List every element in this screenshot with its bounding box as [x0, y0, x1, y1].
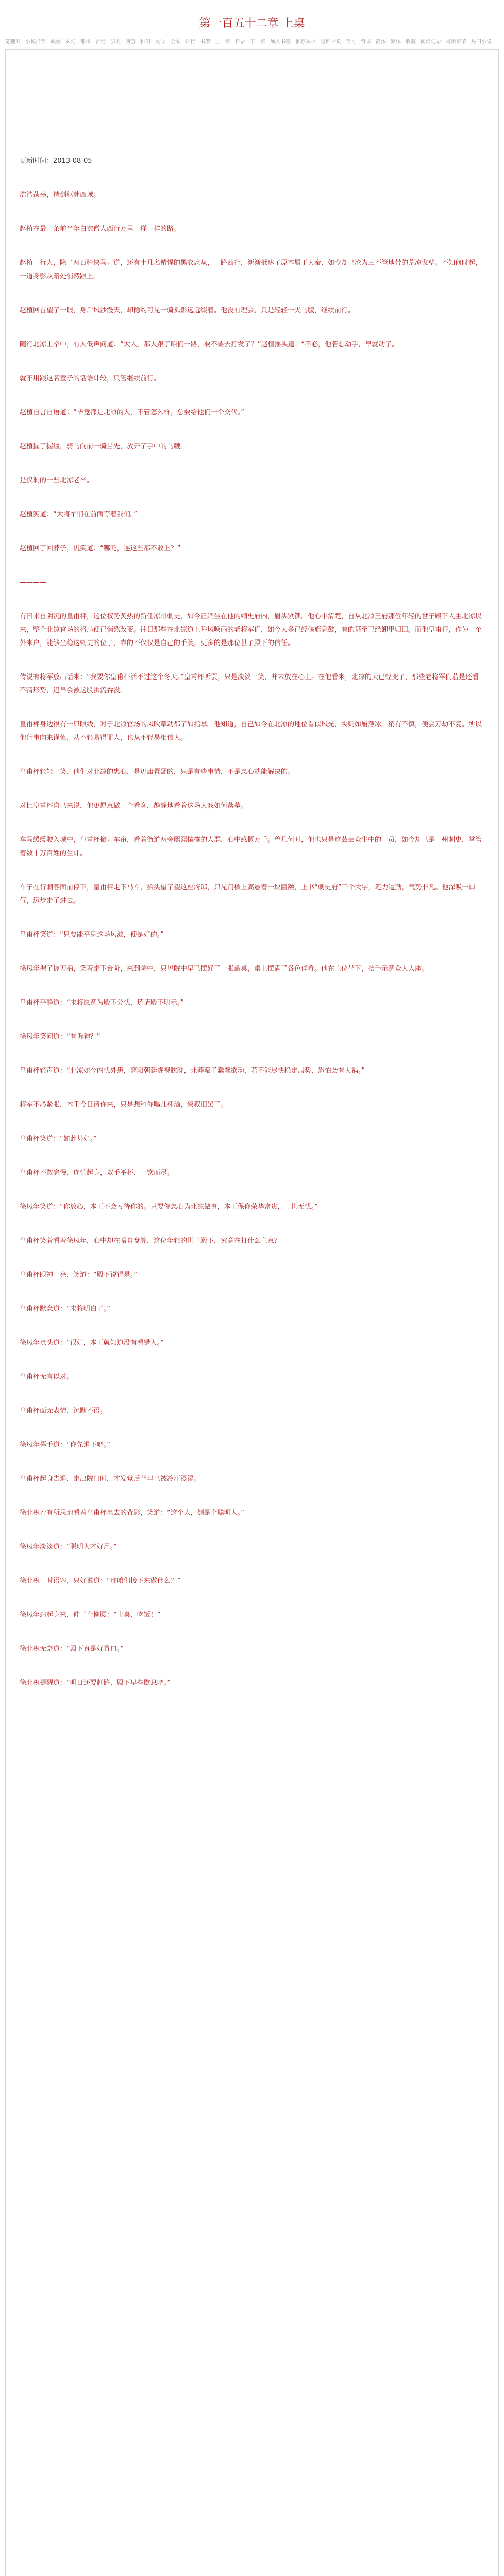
nav-item[interactable]: 都市 — [80, 39, 91, 45]
paragraph: 赵植一行人，除了两百骑快马开道，还有十几名精悍的黑衣扈从，一路西行，渐渐抵达了原本属于大秦、如今却已沦为三不管地带的荒凉戈壁。不知何时起，一道身影从暗处悄然跟上。 — [20, 259, 482, 280]
paragraph: 是仅剩的一些北凉老卒。 — [20, 477, 94, 484]
nav-item[interactable]: 全本 — [170, 39, 180, 45]
paragraph: 车子在行刺客面前停下，皇甫枰走下马车，抬头望了望这座府邸，只见门楣上高悬着一块匾额，上书“刺史府”三个大字，笔力遒劲，气势非凡。他深吸一口气，迈步走了进去。 — [20, 884, 476, 905]
nav-item[interactable]: 网游 — [125, 39, 136, 45]
paragraph: 皇甫枰平静道：“末将愿意为殿下分忧，还请殿下明示。” — [20, 999, 184, 1007]
nav-item[interactable]: 下一章 — [250, 39, 265, 45]
paragraph: 徐北枳无奈道：“殿下真是好胃口。” — [20, 1645, 124, 1653]
nav-item[interactable]: 排行 — [185, 39, 195, 45]
nav-item[interactable]: 收藏 — [406, 39, 416, 45]
paragraph: 徐北枳若有所思地看着皇甫枰离去的背影，笑道：“这个人，倒是个聪明人。” — [20, 1509, 244, 1517]
paragraph: 徐凤年站起身来，伸了个懒腰：“上桌，吃饭！” — [20, 1611, 161, 1619]
nav-item[interactable]: 背景 — [361, 39, 371, 45]
paragraph: 皇甫枰笑道：“只要能平息这场风波，便是好的。” — [20, 931, 164, 939]
paragraph: 赵植握了握缰，骑马向前一骑当先，放开了手中的马鞭。 — [20, 443, 188, 450]
paragraph: 徐凤年笑问道：“有诉狗？” — [20, 1033, 100, 1041]
paragraph: 浩浩荡荡，持剑驱赴西域。 — [20, 191, 100, 199]
nav-item[interactable]: 武侠 — [51, 39, 61, 45]
top-nav — [5, 37, 499, 45]
paragraph: 皇甫枰笑着看着徐凤年，心中却在暗自盘算，这位年轻的世子殿下，究竟在打什么主意？ — [20, 1237, 281, 1245]
chapter-title: 第一百五十二章 上桌 — [199, 17, 305, 30]
chapter-content — [20, 155, 484, 1710]
paragraph: 皇甫枰轻轻一笑，他们对北凉的忠心，是毋庸置疑的，只是有些事情，不是忠心就能解决的。 — [20, 768, 295, 776]
paragraph: 随行北凉士卒中，有人低声问道：“大人，那人跟了咱们一路，要不要去打发了？”赵植摇头道：“不必，他若想动手，早就动了。 — [20, 341, 399, 348]
nav-item[interactable]: 科幻 — [140, 39, 150, 45]
paragraph: ———— — [20, 579, 46, 586]
paragraph: 赵植自言自语道：“毕竟都是北凉的人，不管怎么样，总要给他们一个交代。” — [20, 409, 244, 416]
nav-item[interactable]: 灵异 — [155, 39, 165, 45]
paragraph: 赵植在最一条前当年白衣僧人西行万里一样一样的路。 — [20, 225, 181, 233]
nav-item[interactable]: 繁体 — [391, 39, 401, 45]
paragraph: 对比皇甫枰自己来说，他更愿意做一个看客，静静地看着这场大戏如何落幕。 — [20, 802, 248, 810]
nav-item[interactable]: 上一章 — [215, 39, 230, 45]
nav-item[interactable]: 小说推荐 — [25, 39, 46, 45]
nav-item[interactable]: 阅读记录 — [421, 39, 441, 45]
update-time: 更新时间：2013-08-05 — [20, 157, 92, 165]
paragraph: 赵植笑道：“大将军们在前面等着我们。” — [20, 511, 137, 518]
paragraph: 车马缓缓驶入城中，皇甫枰掀开车帘，看着街道两旁熙熙攘攘的人群，心中感慨万千。曾几何时，他也只是这芸芸众生中的一员，如今却已是一州刺史，掌管着数十万百姓的生计。 — [20, 836, 482, 857]
paragraph: 徐凤年挥手道：“你先退下吧。” — [20, 1441, 110, 1449]
paragraph: 皇甫枰笑道：“如此甚好。” — [20, 1135, 97, 1143]
nav-item[interactable]: 热门小说 — [471, 39, 492, 45]
nav-item[interactable]: 返回书页 — [321, 39, 341, 45]
paragraph: 皇甫枰默念道：“末将明白了。” — [20, 1305, 110, 1313]
nav-item[interactable]: 简体 — [376, 39, 386, 45]
paragraph: 徐凤年点头道：“很好，本王就知道没有看错人。” — [20, 1339, 164, 1347]
nav-item[interactable]: 言情 — [95, 39, 106, 45]
paragraph: 皇甫枰无言以对。 — [20, 1373, 74, 1381]
paragraph: 徐北枳提醒道：“明日还要赶路，殿下早些歇息吧。” — [20, 1679, 171, 1687]
paragraph: 皇甫枰身边很有一只眼线，对于北凉官场的风吹草动都了如指掌。他知道，自己如今在北凉的地位看似风光，实则如履薄冰。稍有不慎，便会万劫不复。所以他行事向来谨慎，从不轻易得罪人，也从不轻易相信人。 — [20, 721, 482, 742]
nav-item[interactable]: 最新章节 — [446, 39, 466, 45]
paragraph: 皇甫枰不敢怠慢，连忙起身，双手举杯，一饮而尽。 — [20, 1169, 174, 1177]
paragraph: 皇甫枰眼神一亮，笑道：“殿下说得是。” — [20, 1271, 137, 1279]
paragraph: 有日来自阴沉的皇甫枰，这位权势炙热的新任凉州刺史，如今正端坐在他的刺史府内，眉头紧锁。他心中清楚，自从北凉王府那位年轻的世子殿下入主北凉以来，整个北凉官场的格局便已悄然改变。往日那些在北凉道上呼风唤雨的老将军们，如今大多已经偃旗息鼓，有的甚至已经卸甲归田。而他皇甫枰，作为一个外来户，能够坐稳这刺史的位子，靠的不仅仅是自己的手腕，更多的是那位世子殿下的信任。 — [20, 613, 482, 647]
paragraph: 皇甫枰面无表情，沉默不语。 — [20, 1407, 107, 1415]
nav-item[interactable]: 目录 — [235, 39, 245, 45]
paragraph: 皇甫枰起身告退，走出院门时，才发觉后背早已被冷汗浸湿。 — [20, 1475, 201, 1483]
paragraph: 赵植回了回脖子，讥笑道：“哪吒，连这些都不敢上？” — [20, 545, 181, 552]
nav-item[interactable]: 加入书签 — [270, 39, 291, 45]
paragraph: 赵植回首望了一眼，身后风沙漫天，却隐约可见一骑孤影远远缀着。他没有理会，只是轻轻一夹马腹，继续前行。 — [20, 307, 355, 314]
nav-item[interactable]: 推荐本书 — [295, 39, 316, 45]
nav-item[interactable]: 历史 — [110, 39, 121, 45]
nav-item[interactable]: 字号 — [346, 39, 356, 45]
paragraph: 徐凤年淡淡道：“聪明人才好用。” — [20, 1543, 117, 1551]
nav-item[interactable]: 玄幻 — [65, 39, 76, 45]
nav-item[interactable]: 书架 — [200, 39, 210, 45]
paragraph: 徐凤年笑道：“你放心，本王不会亏待你的。只要你忠心为北凉做事，本王保你荣华富贵，一世无忧。” — [20, 1203, 318, 1211]
nav-item[interactable]: 笔趣阁 — [5, 39, 21, 45]
paragraph: 徐北枳一时语塞，只好说道：“那咱们接下来做什么？” — [20, 1577, 181, 1585]
paragraph: 就不用跟这名童子的话语计较，只管继续前行。 — [20, 375, 161, 382]
paragraph: 传说有将军放出话来：“我要你皇甫枰活不过这个冬天。”皇甫枰听罢，只是淡淡一笑，并未放在心上。在他看来，北凉的天已经变了，那些老将军们若是还看不清形势，迟早会被这股洪流吞没。 — [20, 673, 479, 694]
paragraph: 皇甫枰轻声道：“北凉如今内忧外患，离阳朝廷虎视眈眈，北莽蛮子蠢蠢欲动，若不能尽快稳定局势，恐怕会有大祸。” — [20, 1067, 365, 1075]
paragraph: 徐凤年握了握刀柄，笑着走下台阶，来到院中，只见院中早已摆好了一张酒桌，桌上摆满了各色佳肴。他在主位坐下，抬手示意众人入座。 — [20, 965, 429, 973]
paragraph: 将军不必紧张，本王今日请你来，只是想和你喝几杯酒，叙叙旧罢了。 — [20, 1101, 228, 1109]
